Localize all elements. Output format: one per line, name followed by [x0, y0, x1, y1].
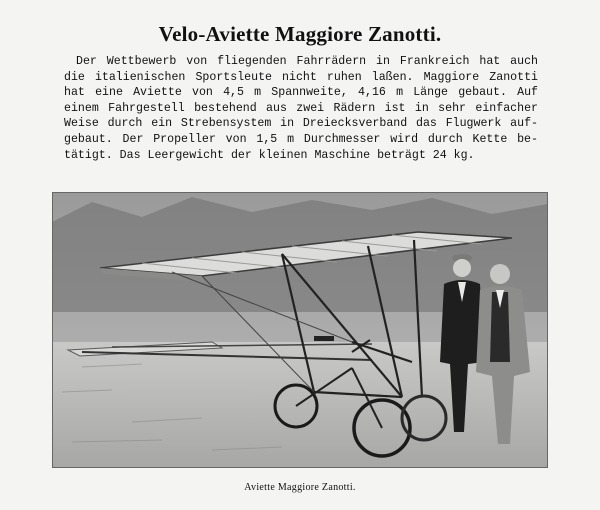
- aviette-photo: [52, 192, 548, 468]
- article-paragraph: Der Wettbewerb von fliegenden Fahrrädern in Frankreich hat auch die italienischen Sportsleute nicht ruhen laßen. Maggiore Zanotti hat eine Aviette von 4,5 m Spannweite, 4,16 m Länge gebaut. Auf einem Fahrgestell bestehend aus zwei Rädern ist in sehr einfacher Weise durch ein Strebensystem in Dreiecksverband das Flugwerk aufgebaut. Der Propeller von 1,5 m Durchmesser wird durch Kette betätigt. Das Leergewicht der kleinen Maschine beträgt 24 kg.: [64, 55, 538, 162]
- photo-caption: Aviette Maggiore Zanotti.: [244, 482, 356, 493]
- article-title: Velo-Aviette Maggiore Zanotti.: [158, 22, 442, 46]
